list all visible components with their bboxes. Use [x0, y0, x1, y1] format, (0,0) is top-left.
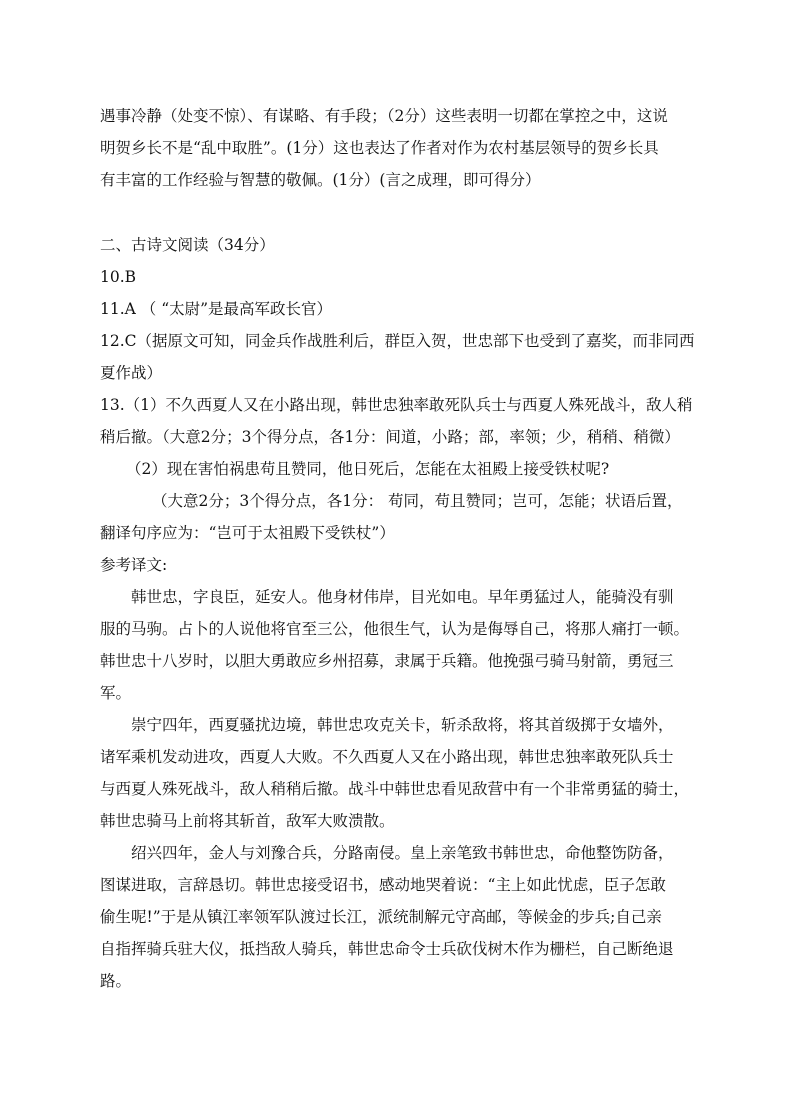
question-12-answer-line-1: 12.C（据原文可知，同金兵作战胜利后，群臣入贺，世忠部下也受到了嘉奖，而非同西: [100, 332, 695, 350]
question-11-answer: 11.A （ “太尉”是最高军政长官）: [100, 300, 333, 318]
answer-line-3: 有丰富的工作经验与智慧的敬佩。(1分）(言之成理，即可得分）: [100, 171, 541, 189]
translation-heading: 参考译文:: [100, 556, 168, 574]
translation-para2-line-3: 与西夏人殊死战斗，敌人稍稍后撤。战斗中韩世忠看见敌营中有一个非常勇猛的骑士，: [100, 780, 690, 798]
translation-para3-line-1: 绍兴四年，金人与刘豫合兵，分路南侵。皇上亲笔致书韩世忠，命他整饬防备，: [131, 844, 674, 862]
question-13-line-3: （2）现在害怕祸患苟且赞同，他日死后，怎能在太祖殿上接受铁杖呢?: [126, 460, 610, 478]
question-13-line-5: 翻译句序应为：“岂可于太祖殿下受铁杖”）: [100, 524, 395, 542]
question-12-answer-line-2: 夏作战）: [100, 364, 163, 382]
translation-para2-line-4: 韩世忠骑马上前将其斩首，敌军大败溃散。: [100, 812, 395, 830]
translation-para2-line-1: 崇宁四年，西夏骚扰边境，韩世忠攻克关卡，斩杀敌将，将其首级掷于女墙外，: [131, 716, 674, 734]
question-13-line-2: 稍后撤。（大意2分；3个得分点，各1分：间道，小路；部，率领；少，稍稍、稍微）: [100, 428, 680, 446]
translation-para2-line-2: 诸军乘机发动进攻，西夏人大败。不久西夏人又在小路出现，韩世忠独率敢死队兵士: [100, 748, 674, 766]
translation-para3-line-4: 自指挥骑兵驻大仪，抵挡敌人骑兵，韩世忠命令士兵砍伐树木作为栅栏，自己断绝退: [100, 940, 674, 958]
translation-para1-line-2: 服的马驹。占卜的人说他将官至三公，他很生气，认为是侮辱自己，将那人痛打一顿。: [100, 620, 690, 638]
question-13-line-1: 13.（1）不久西夏人又在小路出现，韩世忠独率敢死队兵士与西夏人殊死战斗，敌人稍: [100, 396, 693, 414]
translation-para3-line-3: 偷生呢!”于是从镇江率领军队渡过长江，派统制解元守高邮，等候金的步兵;自己亲: [100, 908, 662, 926]
section-heading: 二、古诗文阅读（34分）: [100, 236, 275, 254]
question-13-line-4: （大意2分；3个得分点，各1分： 苟同，苟且赞同；岂可，怎能；状语后置，: [152, 492, 683, 510]
translation-para3-line-2: 图谋进取，言辞恳切。韩世忠接受诏书，感动地哭着说：“主上如此忧虑，臣子怎敢: [100, 876, 666, 894]
question-10-answer: 10.B: [100, 268, 137, 286]
translation-para3-line-5: 路。: [100, 972, 132, 990]
translation-para1-line-4: 军。: [100, 684, 132, 702]
translation-para1-line-1: 韩世忠，字良臣，延安人。他身材伟岸，目光如电。早年勇猛过人，能骑没有驯: [131, 588, 674, 606]
translation-para1-line-3: 韩世忠十八岁时，以胆大勇敢应乡州招募，隶属于兵籍。他挽强弓骑马射箭，勇冠三: [100, 652, 674, 670]
answer-line-2: 明贺乡长不是“乱中取胜”。(1分）这也表达了作者对作为农村基层领导的贺乡长具: [100, 139, 659, 157]
answer-line-1: 遇事冷静（处变不惊）、有谋略、有手段；（2分）这些表明一切都在掌控之中，这说: [100, 107, 668, 125]
